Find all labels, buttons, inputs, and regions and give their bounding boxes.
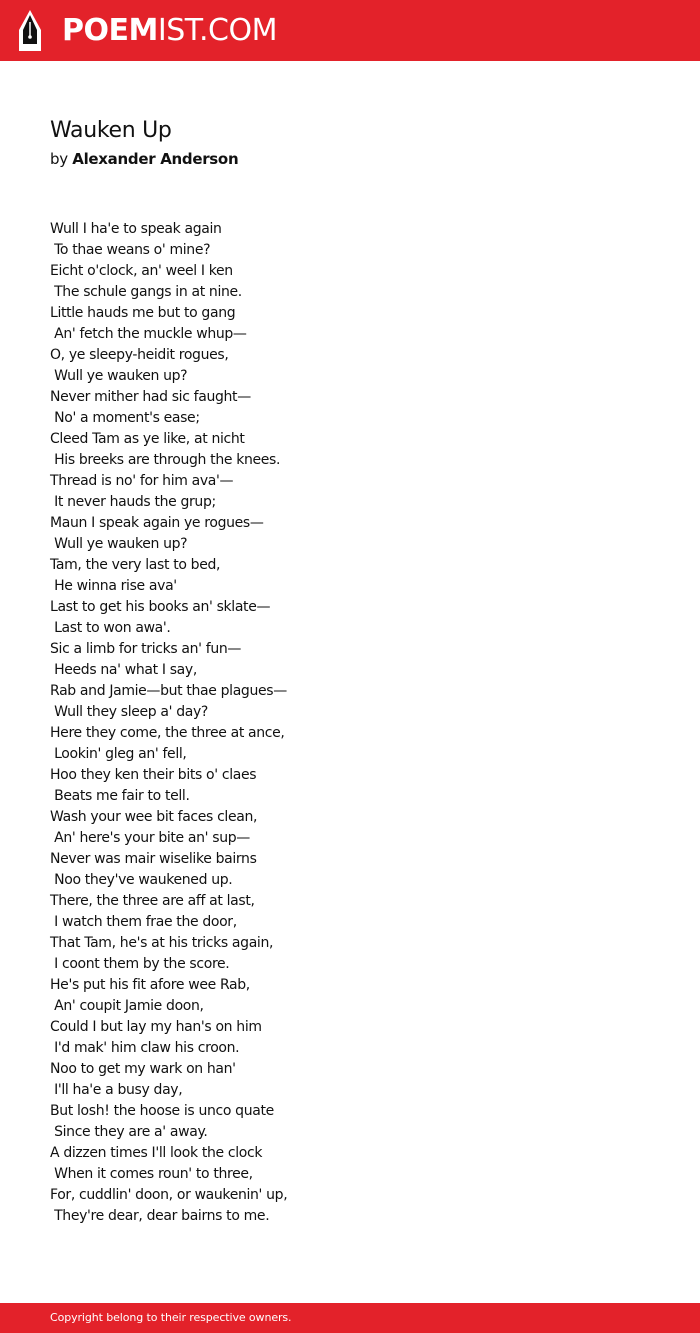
poem-line: Wull ye wauken up? [50, 368, 188, 384]
poem-line: No' a moment's ease; [50, 410, 200, 426]
poem-line: Wull ye wauken up? [50, 536, 188, 552]
poem-line: I'll ha'e a busy day, [50, 1082, 183, 1098]
poem-line: Wash your wee bit faces clean, [50, 809, 258, 825]
poem-line: To thae weans o' mine? [50, 242, 211, 258]
site-logo[interactable] [62, 12, 277, 50]
poem-line: There, the three are aff at last, [50, 893, 255, 909]
poem-line: An' here's your bite an' sup— [50, 830, 250, 846]
logo-text-bold: POEM [62, 13, 158, 48]
poem-title: Wauken Up [50, 118, 172, 143]
poem-line: Could I but lay my han's on him [50, 1019, 262, 1035]
poem-line: For, cuddlin' doon, or waukenin' up, [50, 1187, 288, 1203]
copyright-notice: Copyright belong to their respective owners. [50, 1311, 292, 1324]
site-footer [0, 1303, 700, 1333]
poem-line: Wull they sleep a' day? [50, 704, 209, 720]
poem-line: Never was mair wiselike bairns [50, 851, 257, 867]
byline [50, 149, 238, 169]
poem-line: Eicht o'clock, an' weel I ken [50, 263, 233, 279]
poem-line: Little hauds me but to gang [50, 305, 236, 321]
poem-line: Noo to get my wark on han' [50, 1061, 236, 1077]
site-header [0, 0, 700, 61]
poem-line: Thread is no' for him ava'— [50, 473, 234, 489]
poem-line: Here they come, the three at ance, [50, 725, 285, 741]
poem-line: Never mither had sic faught— [50, 389, 251, 405]
poem-line: It never hauds the grup; [50, 494, 216, 510]
poem-line: Sic a limb for tricks an' fun— [50, 641, 242, 657]
poem-line: Wull I ha'e to speak again [50, 221, 222, 237]
poem-line: Lookin' gleg an' fell, [50, 746, 187, 762]
poem-line: Cleed Tam as ye like, at nicht [50, 431, 245, 447]
logo-text-light: IST.COM [157, 13, 277, 48]
poem-line: An' coupit Jamie doon, [50, 998, 204, 1014]
poem-line: O, ye sleepy-heidit rogues, [50, 347, 229, 363]
poem-line: I'd mak' him claw his croon. [50, 1040, 240, 1056]
pen-nib-icon[interactable] [19, 10, 41, 51]
poem-line: But losh! the hoose is unco quate [50, 1103, 274, 1119]
poem-line: A dizzen times I'll look the clock [50, 1145, 263, 1161]
poem-body [50, 219, 670, 1227]
poem-line: Beats me fair to tell. [50, 788, 190, 804]
poem-line: When it comes roun' to three, [50, 1166, 253, 1182]
poem-line: Rab and Jamie—but thae plagues— [50, 683, 287, 699]
poem-line: I watch them frae the door, [50, 914, 237, 930]
poem-line: He winna rise ava' [50, 578, 177, 594]
poem-line: Maun I speak again ye rogues— [50, 515, 264, 531]
poem-line: The schule gangs in at nine. [50, 284, 242, 300]
poem-line: Last to get his books an' sklate— [50, 599, 271, 615]
author-name[interactable]: Alexander Anderson [72, 150, 239, 168]
poem-line: An' fetch the muckle whup— [50, 326, 247, 342]
poem-line: Last to won awa'. [50, 620, 171, 636]
poem-line: Heeds na' what I say, [50, 662, 197, 678]
poem-line: Tam, the very last to bed, [50, 557, 221, 573]
poem-line: I coont them by the score. [50, 956, 230, 972]
poem-line: His breeks are through the knees. [50, 452, 281, 468]
poem-line: Hoo they ken their bits o' claes [50, 767, 257, 783]
poem-line: Since they are a' away. [50, 1124, 208, 1140]
poem-line: They're dear, dear bairns to me. [50, 1208, 270, 1224]
poem-line: Noo they've waukened up. [50, 872, 233, 888]
poem-line: That Tam, he's at his tricks again, [50, 935, 274, 951]
by-label: by [50, 150, 68, 168]
poem-line: He's put his fit afore wee Rab, [50, 977, 250, 993]
